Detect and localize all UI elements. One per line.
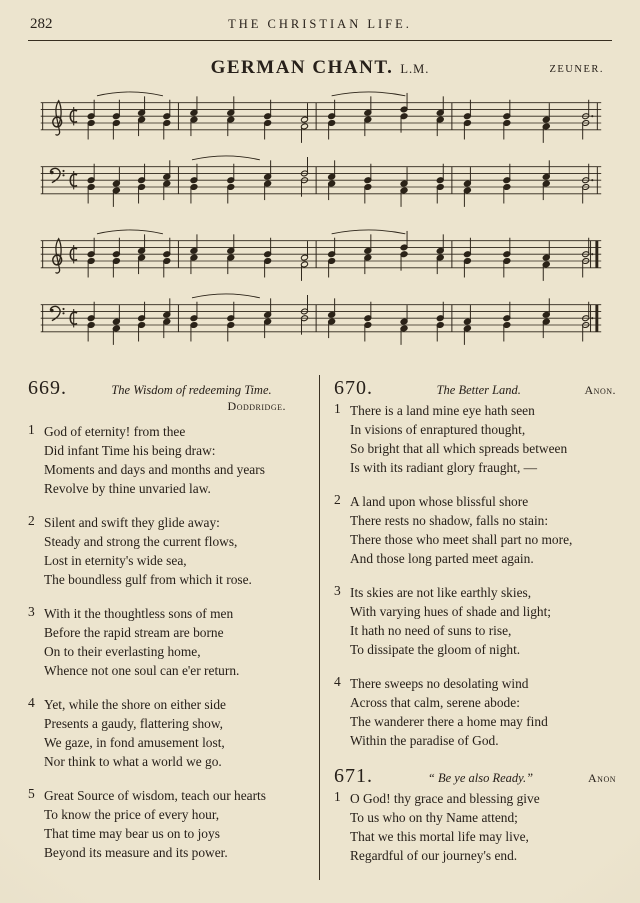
- hymn-text-area: [0, 367, 640, 880]
- verse-line: O God! thy grace and blessing give: [350, 791, 540, 807]
- tune-composer: ZEUNER.: [549, 64, 604, 76]
- verse-line: Revolve by thine unvaried law.: [44, 481, 211, 497]
- verse: [334, 401, 616, 477]
- tune-heading: [0, 57, 640, 83]
- verse-line: Silent and swift they glide away:: [44, 515, 220, 531]
- tune-title: GERMAN CHANT.: [210, 57, 394, 79]
- verse-lines: [350, 789, 616, 865]
- header-rule: [28, 40, 612, 41]
- verse-line: To know the price of every hour,: [44, 807, 220, 823]
- verse-lines: [44, 604, 316, 680]
- verse-line: Beyond its measure and its power.: [44, 845, 228, 861]
- verse-line: The boundless gulf from which it rose.: [44, 572, 252, 588]
- verse-lines: [44, 422, 316, 498]
- verse: [28, 604, 316, 680]
- verse-line: That time may bear us on to joys: [44, 826, 220, 842]
- verse-lines: [350, 583, 616, 659]
- verse: [28, 695, 316, 771]
- verse-line: With varying hues of shade and light;: [350, 604, 552, 620]
- verse-line: Nor think to what a world we go.: [44, 754, 222, 770]
- verse: [334, 674, 616, 750]
- page-header: [0, 0, 640, 33]
- verse-line: To dissipate the gloom of night.: [350, 642, 521, 658]
- hymn-author: Anon: [588, 771, 616, 786]
- page-number: 282: [30, 16, 53, 32]
- verse-line: There rests no shadow, falls no stain:: [350, 513, 549, 529]
- verse-line: On to their everlasting home,: [44, 644, 201, 660]
- verse: [28, 786, 316, 862]
- verse-line: Across that calm, serene abode:: [350, 695, 520, 711]
- verse-line: Presents a gaudy, flattering show,: [44, 716, 223, 732]
- hymn-671-heading: [334, 765, 616, 788]
- verse-line: We gaze, in fond amusement lost,: [44, 735, 225, 751]
- column-left: [28, 375, 316, 880]
- verse: [28, 513, 316, 589]
- verse: [334, 789, 616, 865]
- verse-line: Great Source of wisdom, teach our hearts: [44, 788, 266, 804]
- verse-line: Moments and days and months and years: [44, 462, 265, 478]
- verse-line: The wanderer there a home may find: [350, 714, 548, 730]
- verse-line: There those who meet shall part no more,: [350, 532, 573, 548]
- verse: [334, 492, 616, 568]
- verse-line: Whence not one soul can e'er return.: [44, 663, 240, 679]
- hymn-title: “ Be ye also Ready.”: [427, 771, 534, 786]
- verse-lines: [350, 401, 616, 477]
- hymn-author: Doddridge.: [227, 399, 286, 414]
- music-system-1: [28, 91, 612, 219]
- hymn-number: 671.: [334, 765, 373, 788]
- verse-line: With it the thoughtless sons of men: [44, 606, 234, 622]
- verse-line: Yet, while the shore on either side: [44, 697, 226, 713]
- verse-line: Steady and strong the current flows,: [44, 534, 238, 550]
- verse-line: Lost in eternity's wide sea,: [44, 553, 187, 569]
- verse-line: In visions of enraptured thought,: [350, 422, 526, 438]
- hymn-author: Anon.: [584, 383, 616, 398]
- verse-line: Its skies are not like earthly skies,: [350, 585, 532, 601]
- verse-line: God of eternity! from thee: [44, 424, 186, 440]
- verse-line: A land upon whose blissful shore: [350, 494, 529, 510]
- verse-line: So bright that all which spreads between: [350, 441, 568, 457]
- verse-number: 1: [28, 422, 35, 438]
- verse-lines: [350, 674, 616, 750]
- verse-lines: [350, 492, 616, 568]
- verse-line: It hath no need of suns to rise,: [350, 623, 512, 639]
- verse-number: 2: [334, 492, 341, 508]
- running-title: THE CHRISTIAN LIFE.: [228, 17, 412, 31]
- verse: [334, 583, 616, 659]
- music-system-2: [28, 229, 612, 357]
- verse-number: 3: [334, 583, 341, 599]
- verse-lines: [44, 695, 316, 771]
- verse-number: 4: [334, 674, 341, 690]
- verse-line: Before the rapid stream are borne: [44, 625, 224, 641]
- hymn-number: 669.: [28, 377, 67, 400]
- column-right: [320, 375, 616, 880]
- verse-line: Regardful of our journey's end.: [350, 848, 518, 864]
- verse-number: 1: [334, 401, 341, 417]
- verse-line: There is a land mine eye hath seen: [350, 403, 535, 419]
- hymn-title: The Wisdom of redeeming Time.: [111, 383, 272, 398]
- verse-line: Within the paradise of God.: [350, 733, 499, 749]
- verse-line: Is with its radiant glory fraught, —: [350, 460, 538, 476]
- hymn-number: 670.: [334, 377, 373, 400]
- music-score: [28, 91, 640, 357]
- verse-line: And those long parted meet again.: [350, 551, 534, 567]
- verse-line: Did infant Time his being draw:: [44, 443, 216, 459]
- verse-number: 4: [28, 695, 35, 711]
- verse-number: 5: [28, 786, 35, 802]
- verse-lines: [44, 513, 316, 589]
- hymn-title: The Better Land.: [436, 383, 521, 398]
- hymn-669-heading: [28, 377, 316, 400]
- verse: [28, 422, 316, 498]
- verse-number: 3: [28, 604, 35, 620]
- verse-number: 2: [28, 513, 35, 529]
- verse-lines: [44, 786, 316, 862]
- verse-line: There sweeps no desolating wind: [350, 676, 529, 692]
- tune-meter: L.M.: [400, 62, 430, 77]
- verse-number: 1: [334, 789, 341, 805]
- verse-line: To us who on thy Name attend;: [350, 810, 518, 826]
- verse-line: That we this mortal life may live,: [350, 829, 529, 845]
- hymn-670-heading: [334, 377, 616, 400]
